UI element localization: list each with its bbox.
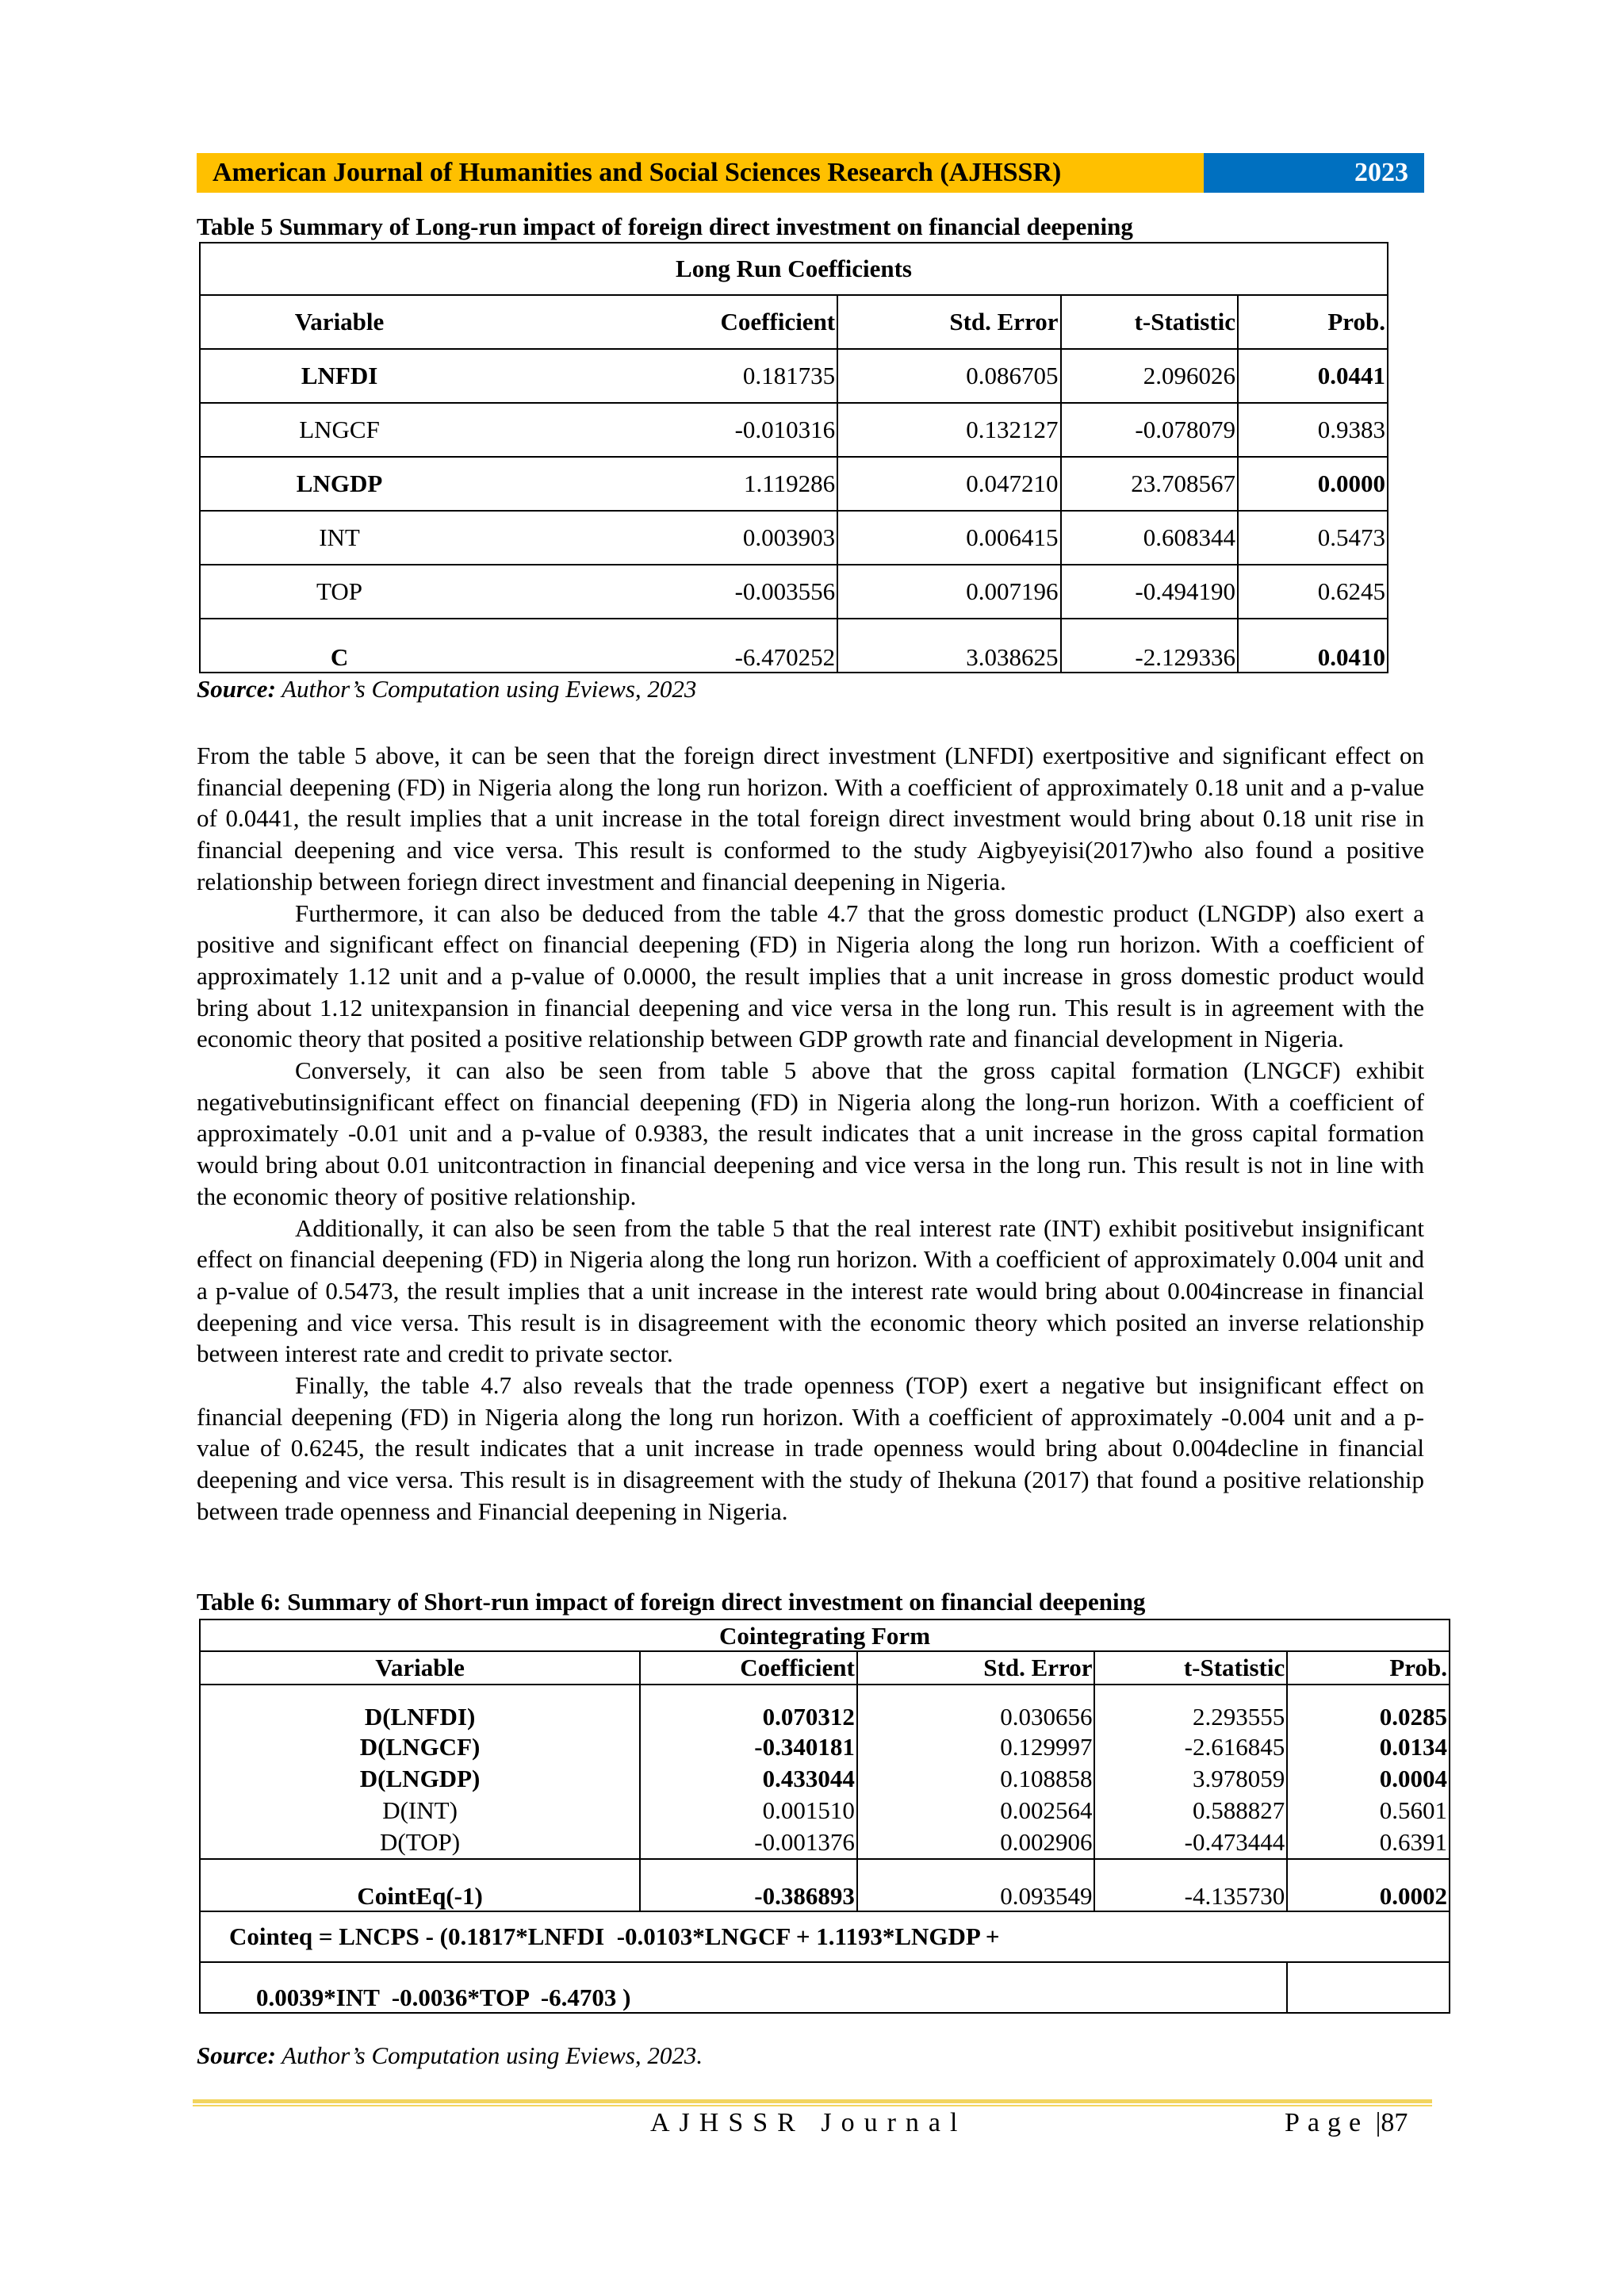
table-row xyxy=(200,1859,1450,1911)
page-label: Page xyxy=(1285,2108,1369,2137)
table5-caption: Table 5 Summary of Long-run impact of foreign direct investment on financial deepening xyxy=(197,213,1133,240)
t-statistic-cell: -2.616845 xyxy=(1094,1731,1287,1763)
prob-cell: 0.0002 xyxy=(1287,1859,1450,1911)
t-statistic-cell: -4.135730 xyxy=(1094,1859,1287,1911)
coefficient-cell: 0.001510 xyxy=(640,1795,857,1826)
column-header: Coefficient xyxy=(478,295,837,349)
variable-cell: C xyxy=(200,619,478,673)
prob-cell: 0.0441 xyxy=(1238,349,1388,403)
t-statistic-cell: 0.588827 xyxy=(1094,1795,1287,1826)
t-statistic-cell: 0.608344 xyxy=(1061,511,1238,565)
t-statistic-cell: -0.473444 xyxy=(1094,1826,1287,1859)
prob-cell: 0.0285 xyxy=(1287,1685,1450,1731)
page-number: 87 xyxy=(1381,2108,1408,2137)
table-row xyxy=(200,1826,1450,1859)
table-row xyxy=(200,457,1388,511)
table6-banner: Cointegrating Form xyxy=(718,1622,931,1650)
prob-cell: 0.0134 xyxy=(1379,1733,1447,1761)
coefficient-cell: -0.001376 xyxy=(640,1826,857,1859)
table-row xyxy=(200,1685,1450,1731)
table5-header-row xyxy=(200,295,1388,349)
t-statistic-cell: -0.078079 xyxy=(1061,403,1238,457)
std-error-cell: 0.093549 xyxy=(857,1859,1095,1911)
t-statistic-cell: 23.708567 xyxy=(1061,457,1238,511)
t-statistic-cell: -0.494190 xyxy=(1061,565,1238,619)
table-row xyxy=(200,403,1388,457)
std-error-cell: 0.002564 xyxy=(857,1795,1095,1826)
table5-long-run xyxy=(199,242,1388,673)
std-error-cell: 0.086705 xyxy=(837,349,1060,403)
t-statistic-cell: 2.293555 xyxy=(1094,1685,1287,1731)
column-header: t-Statistic xyxy=(1094,1651,1287,1685)
body-text xyxy=(197,740,1424,1527)
coefficient-cell: -0.340181 xyxy=(640,1731,857,1763)
variable-cell: D(LNFDI) xyxy=(200,1685,640,1731)
variable-cell: D(LNGDP) xyxy=(200,1763,640,1795)
column-header: Variable xyxy=(200,1651,640,1685)
table-row xyxy=(200,1763,1450,1795)
column-header: Prob. xyxy=(1238,295,1388,349)
variable-cell: D(LNGCF) xyxy=(200,1731,640,1763)
table-row xyxy=(200,1795,1450,1826)
source-label: Source: xyxy=(197,2041,276,2069)
source-text: Author’s Computation using Eviews, 2023. xyxy=(282,2041,703,2069)
variable-cell: INT xyxy=(200,511,478,565)
cointeq-equation-line1: Cointeq = LNCPS - (0.1817*LNFDI -0.0103*LNGCF + 1.1193*LNGDP + xyxy=(200,1911,1450,1962)
coefficient-cell: -6.470252 xyxy=(478,619,837,673)
prob-cell: 0.5473 xyxy=(1238,511,1388,565)
coefficient-cell: -0.010316 xyxy=(478,403,837,457)
coefficient-cell: 0.181735 xyxy=(478,349,837,403)
variable-cell: TOP xyxy=(200,565,478,619)
footer-rule-thin xyxy=(193,2105,1432,2106)
coefficient-cell: -0.003556 xyxy=(478,565,837,619)
paragraph: Additionally, it can also be seen from the table 5 that the real interest rate (INT) exhibit positivebut insignificant effect on financial deepening (FD) in Nigeria along the long run horizon. With a coefficient of approximately 0.004 unit and a p-value of 0.5473, the result implies that a unit increase in the interest rate would bring about 0.004increase in financial deepening and vice versa. This result is in disagreement with the economic theory which posited an inverse relationship between interest rate and credit to private sector. xyxy=(197,1213,1424,1368)
t-statistic-cell: 2.096026 xyxy=(1061,349,1238,403)
table-row xyxy=(200,1731,1450,1763)
journal-header xyxy=(197,153,1424,193)
variable-cell: LNGCF xyxy=(200,403,478,457)
footer-page xyxy=(1285,2108,1408,2138)
page-separator: | xyxy=(1375,2108,1381,2137)
coefficient-cell: 0.070312 xyxy=(640,1685,857,1731)
table5-source xyxy=(197,675,696,703)
source-text: Author’s Computation using Eviews, 2023 xyxy=(282,675,697,703)
variable-cell: CointEq(-1) xyxy=(200,1859,640,1911)
journal-year: 2023 xyxy=(1204,153,1424,193)
prob-cell: 0.0004 xyxy=(1379,1765,1447,1792)
column-header: Coefficient xyxy=(640,1651,857,1685)
coefficient-cell: -0.386893 xyxy=(640,1859,857,1911)
variable-cell: D(INT) xyxy=(200,1795,640,1826)
std-error-cell: 0.006415 xyxy=(837,511,1060,565)
std-error-cell: 0.047210 xyxy=(837,457,1060,511)
std-error-cell: 0.129997 xyxy=(857,1731,1095,1763)
t-statistic-cell: 3.978059 xyxy=(1094,1763,1287,1795)
std-error-cell: 0.030656 xyxy=(857,1685,1095,1731)
prob-cell: 0.6245 xyxy=(1238,565,1388,619)
variable-cell: LNGDP xyxy=(200,457,478,511)
table-row xyxy=(200,565,1388,619)
variable-cell: LNFDI xyxy=(200,349,478,403)
table-row xyxy=(200,619,1388,673)
std-error-cell: 0.002906 xyxy=(857,1826,1095,1859)
coefficient-cell: 0.433044 xyxy=(640,1763,857,1795)
column-header: Std. Error xyxy=(857,1651,1095,1685)
prob-cell: 0.0410 xyxy=(1238,619,1388,673)
journal-title: American Journal of Humanities and Social Sciences Research (AJHSSR) xyxy=(197,153,1204,193)
std-error-cell: 0.132127 xyxy=(837,403,1060,457)
column-header: Prob. xyxy=(1287,1651,1450,1685)
table6-header-row xyxy=(200,1651,1450,1685)
std-error-cell: 0.108858 xyxy=(857,1763,1095,1795)
prob-cell: 0.0000 xyxy=(1238,457,1388,511)
paragraph: Conversely, it can also be seen from table 5 above that the gross capital formation (LNGCF) exhibit negativebutinsignificant effect on financial deepening (FD) in Nigeria along the long-run horizon. With a coefficient of approximately -0.01 unit and a p-value of 0.9383, the result indicates that a unit increase in the gross capital formation would bring about 0.01 unitcontraction in financial deepening and vice versa in the long run. This result is not in line with the economic theory of positive relationship. xyxy=(197,1056,1424,1210)
source-label: Source: xyxy=(197,675,276,703)
paragraph: From the table 5 above, it can be seen that the foreign direct investment (LNFDI) exertpositive and significant effect on financial deepening (FD) in Nigeria along the long run horizon. With a coefficient of approximately 0.18 unit and a p-value of 0.0441, the result implies that a unit increase in the total foreign direct investment would bring about 0.18 unit rise in financial deepening and vice versa. This result is conformed to the study Aigbyeyisi(2017)who also found a positive relationship between foriegn direct investment and financial deepening in Nigeria. xyxy=(197,742,1424,895)
footer-journal: AJHSSR Journal xyxy=(650,2108,967,2137)
paragraph: Furthermore, it can also be deduced from the table 4.7 that the gross domestic product (LNGDP) also exert a positive and significant effect on financial deepening (FD) in Nigeria along the long run horizon. With a coefficient of approximately 1.12 unit and a p-value of 0.0000, the result implies that a unit increase in gross domestic product would bring about 1.12 unitexpansion in financial deepening and vice versa in the long run. This result is in agreement with the economic theory that posited a positive relationship between GDP growth rate and financial development in Nigeria. xyxy=(197,899,1424,1053)
std-error-cell: 3.038625 xyxy=(837,619,1060,673)
empty-cell xyxy=(1287,1962,1450,2013)
paragraph: Finally, the table 4.7 also reveals that the trade openness (TOP) exert a negative but insignificant effect on financial deepening (FD) in Nigeria along the long run horizon. With a coefficient of approximately -0.004 unit and a p-value of 0.6245, the result indicates that a unit increase in trade openness would bring about 0.004decline in financial deepening and vice versa. This result is in disagreement with the study of Ihekuna (2017) that found a positive relationship between trade openness and Financial deepening in Nigeria. xyxy=(197,1371,1424,1525)
t-statistic-cell: -2.129336 xyxy=(1061,619,1238,673)
table5-banner: Long Run Coefficients xyxy=(676,255,912,282)
prob-cell: 0.9383 xyxy=(1238,403,1388,457)
table6-caption: Table 6: Summary of Short-run impact of foreign direct investment on financial deepening xyxy=(197,1588,1146,1616)
table-row xyxy=(200,511,1388,565)
column-header: Std. Error xyxy=(837,295,1060,349)
cointeq-equation-line2: 0.0039*INT -0.0036*TOP -6.4703 ) xyxy=(200,1962,1287,2013)
coefficient-cell: 0.003903 xyxy=(478,511,837,565)
variable-cell: D(TOP) xyxy=(200,1826,640,1859)
table-row xyxy=(200,349,1388,403)
coefficient-cell: 1.119286 xyxy=(478,457,837,511)
column-header: Variable xyxy=(200,295,478,349)
prob-cell: 0.6391 xyxy=(1379,1828,1447,1856)
table6-short-run xyxy=(199,1619,1450,2014)
footer-rule xyxy=(193,2099,1432,2103)
column-header: t-Statistic xyxy=(1061,295,1238,349)
std-error-cell: 0.007196 xyxy=(837,565,1060,619)
table6-source xyxy=(197,2041,703,2070)
prob-cell: 0.5601 xyxy=(1379,1796,1447,1824)
